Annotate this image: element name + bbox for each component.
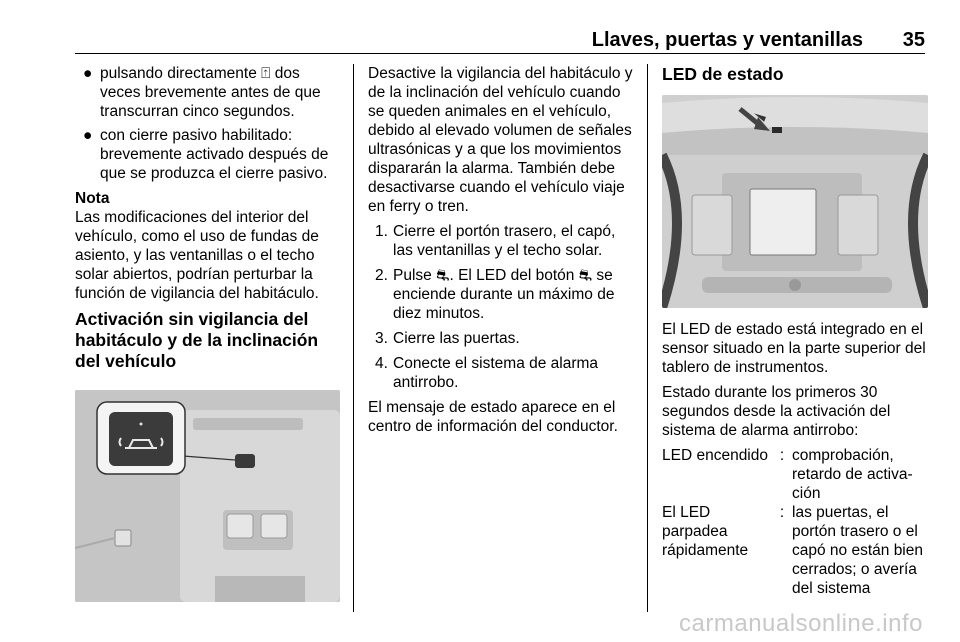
page-number: 35	[902, 29, 925, 51]
state-row	[662, 446, 928, 503]
bullet-text: con cierre pasivo habilitado: brevemente activado después de que se produzca el cierre pasivo.	[100, 127, 329, 182]
column-divider	[353, 64, 354, 612]
note-title: Nota	[75, 190, 110, 207]
led-caption: El LED de estado está integrado en el sensor situado en la parte superior del tablero de instrumentos.	[662, 321, 926, 376]
step-text: Conecte el sistema de alarma antirrobo.	[393, 355, 599, 391]
column-right	[662, 64, 928, 598]
watermark: carmanualsonline.info	[679, 610, 923, 637]
step-item	[368, 329, 633, 348]
column-left	[75, 64, 340, 602]
console-photo	[75, 390, 340, 602]
header-rule	[75, 53, 925, 54]
section-heading: Activación sin vigilancia del habitáculo y de la inclinación del vehículo	[75, 309, 319, 371]
intro-paragraph: Desactive la vigilancia del habitáculo y de la inclinación del vehículo cuando se queden animales en el vehículo, debido al elevado volumen de señales ultrasónicas y a que los movimientos dispararán la alarma. También debe desactivarse cuando el vehículo viaje en ferry o tren.	[368, 65, 633, 215]
step-number: 1.	[375, 223, 388, 240]
step-text: Cierre las puertas.	[393, 330, 520, 347]
bullet-item	[75, 126, 340, 183]
state-row	[662, 503, 928, 598]
dashboard-illustration	[662, 95, 928, 308]
state-colon: :	[779, 504, 785, 521]
state-intro: Estado durante los primeros 30 segundos desde la activación del sistema de alarma antirrobo:	[662, 384, 891, 439]
bullet-dot: ●	[83, 127, 93, 144]
state-colon: :	[779, 447, 785, 464]
dashboard-photo	[662, 95, 928, 308]
step-number: 4.	[375, 355, 388, 372]
bullet-item	[75, 64, 340, 121]
step-number: 2.	[375, 267, 388, 284]
bullet-dot: ●	[83, 65, 93, 82]
step-item	[368, 266, 633, 323]
page-header	[75, 28, 925, 54]
column-middle	[368, 64, 633, 442]
step-text: Pulse ⛐. El LED del botón ⛐ se enciende durante un máximo de diez minutos.	[393, 267, 615, 322]
state-key: LED encendido	[662, 447, 768, 464]
column-divider	[647, 64, 648, 612]
state-value: comprobación, retardo de activa- ción	[792, 447, 913, 502]
overhead-console-illustration	[75, 390, 340, 602]
outro-paragraph: El mensaje de estado aparece en el centro de información del conductor.	[368, 399, 618, 435]
note-text: Las modificaciones del interior del vehículo, como el uso de fundas de asiento, y las ventanillas o el techo solar abiertos, podrían perturbar la función de vigilancia del habitáculo.	[75, 209, 319, 302]
step-item	[368, 354, 633, 392]
state-value: las puertas, el portón trasero o el capó no están bien cerrados; o avería del sistema	[792, 504, 923, 597]
step-number: 3.	[375, 330, 388, 347]
section-heading: LED de estado	[662, 64, 784, 84]
state-key: El LED parpadea rápidamente	[662, 504, 749, 559]
step-item	[368, 222, 633, 260]
bullet-text: pulsando directamente ⍐ dos veces brevemente antes de que transcurran cinco segundos.	[100, 65, 321, 120]
step-text: Cierre el portón trasero, el capó, las ventanillas y el techo solar.	[393, 223, 616, 259]
chapter-title: Llaves, puertas y ventanillas	[591, 29, 863, 51]
